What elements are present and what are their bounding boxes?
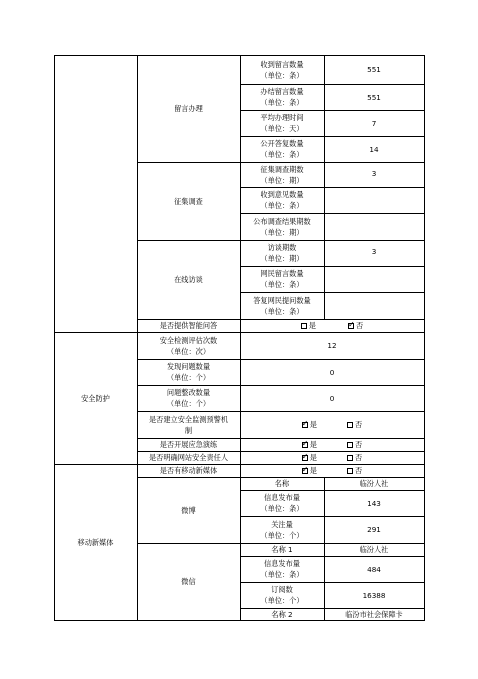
checkbox-checked-icon[interactable]	[302, 455, 308, 461]
group-label-security: 安全防护	[81, 393, 110, 403]
avg-time-label	[240, 110, 324, 136]
sec-monitor-yes-text: 是	[309, 420, 317, 429]
ft-answers-value	[324, 292, 424, 319]
zj-opinions-value	[324, 187, 424, 213]
sec-drill-options	[240, 438, 424, 451]
public-reply-label	[240, 136, 324, 162]
sec-fixed-unit: （单位：个）	[166, 399, 211, 408]
group-label-weixin: 微信	[181, 577, 196, 586]
weixin-subs-value: 16388	[362, 590, 386, 600]
sec-issues-label-text: 发现问题数量	[166, 362, 211, 371]
public-reply-value: 14	[369, 144, 379, 154]
weibo-posts-value: 143	[367, 498, 381, 508]
weibo-follows-value: 291	[367, 525, 381, 534]
zj-opinions-unit: （单位：条）	[260, 201, 304, 210]
concluded-unit: （单位：条）	[260, 98, 304, 107]
sec-resp-yes-text: 是	[309, 453, 317, 462]
sec-evals-value: 12	[327, 341, 337, 350]
ft-periods-value: 3	[371, 247, 377, 256]
public-reply-unit: （单位：条）	[260, 150, 304, 159]
smart-qa-options	[240, 319, 424, 332]
weibo-name-label: 名称	[274, 479, 290, 488]
avg-time-unit: （单位：天）	[260, 124, 304, 133]
smart-qa-no-text: 否	[356, 321, 364, 330]
group-label-fangtan: 在线访谈	[174, 275, 203, 284]
received-label	[240, 55, 324, 84]
ft-answers-label-text: 答复网民提问数量	[253, 295, 311, 305]
concluded-label	[240, 84, 324, 110]
zj-results-unit: （单位：期）	[260, 227, 304, 237]
checkbox-empty-icon[interactable]	[347, 468, 353, 474]
mobile-has-no[interactable]	[347, 465, 362, 476]
sec-fixed-label-text: 问题整改数量	[166, 388, 211, 397]
ft-questions-label	[240, 266, 324, 292]
sec-monitor-label-text2: 制	[184, 425, 193, 435]
checkbox-empty-icon[interactable]	[301, 323, 307, 329]
received-label-text: 收到留言数量	[260, 59, 304, 69]
zj-periods-value: 3	[371, 169, 377, 178]
mobile-has-yes[interactable]	[302, 465, 317, 476]
received-value: 551	[367, 65, 381, 74]
sec-fixed-label	[137, 385, 240, 411]
ft-periods-label-text: 访谈期数	[267, 243, 297, 252]
group-label-mobile: 移动新媒体	[77, 537, 114, 547]
sec-resp-no[interactable]	[347, 452, 362, 463]
sec-evals-label	[137, 332, 240, 359]
weibo-follows-unit: （单位：个）	[260, 530, 304, 540]
weixin-posts-value: 484	[367, 564, 381, 574]
sec-issues-label	[137, 359, 240, 385]
ft-questions-unit: （单位：条）	[260, 280, 304, 289]
smart-qa-yes[interactable]	[301, 320, 316, 331]
mobile-has-yes-text: 是	[309, 466, 317, 475]
sec-issues-value: 0	[329, 367, 335, 377]
ft-periods-unit: （单位：期）	[260, 254, 304, 263]
weixin-posts-unit: （单位：条）	[260, 570, 304, 579]
mobile-has-options	[240, 464, 424, 477]
sec-drill-yes-text: 是	[309, 440, 317, 449]
checkbox-empty-icon[interactable]	[347, 442, 353, 448]
ft-questions-value	[324, 266, 424, 292]
zj-results-value	[324, 213, 424, 240]
received-unit: （单位：条）	[260, 70, 304, 80]
smart-qa-no[interactable]	[348, 320, 363, 331]
weibo-posts-label	[240, 490, 324, 516]
weibo-name-value: 临汾人社	[359, 479, 389, 488]
public-reply-label-text: 公开答复数量	[260, 139, 304, 148]
zj-results-label-text: 公布调查结果期数	[253, 216, 311, 226]
group-label-weibo: 微博	[181, 505, 196, 515]
checkbox-checked-icon[interactable]	[302, 422, 308, 428]
sec-evals-label-text: 安全检测评估次数	[159, 335, 218, 345]
zj-periods-label	[240, 162, 324, 187]
weixin-subs-label-text: 订阅数	[271, 585, 293, 594]
weixin-posts-label	[240, 556, 324, 582]
checkbox-checked-icon[interactable]	[348, 323, 354, 329]
sec-evals-unit: （单位：次）	[166, 346, 211, 356]
sec-drill-no[interactable]	[347, 439, 362, 450]
sec-monitor-label	[137, 411, 240, 438]
weixin-subs-label	[240, 582, 324, 608]
weibo-follows-label-text: 关注量	[271, 519, 293, 529]
weibo-posts-unit: （单位：条）	[260, 504, 304, 513]
sec-drill-no-text: 否	[355, 440, 363, 449]
smart-qa-yes-text: 是	[308, 321, 316, 330]
sec-resp-options	[240, 451, 424, 464]
sec-drill-label: 是否开展应急演练	[159, 440, 218, 449]
weixin-subs-unit: （单位：个）	[260, 596, 304, 605]
zj-periods-label-text: 征集调查期数	[260, 164, 304, 174]
group-label-liuyan: 留言办理	[174, 104, 203, 113]
weixin-name1-value: 临汾人社	[359, 545, 389, 554]
sec-monitor-no-text: 否	[355, 420, 363, 429]
ft-periods-label	[240, 240, 324, 266]
sec-monitor-label-text: 是否建立安全监测预警机	[148, 414, 229, 424]
sec-resp-no-text: 否	[355, 453, 363, 462]
weixin-name2-label: 名称 2	[271, 609, 293, 619]
sec-monitor-yes[interactable]	[302, 419, 317, 430]
weibo-follows-label	[240, 516, 324, 543]
zj-periods-unit: （单位：期）	[260, 175, 304, 185]
mobile-has-label: 是否有移动新媒体	[159, 466, 218, 475]
avg-time-label-text: 平均办理时间	[260, 113, 304, 122]
ft-answers-label	[240, 292, 324, 319]
avg-time-value: 7	[371, 118, 377, 128]
ft-answers-unit: （单位：条）	[260, 306, 304, 316]
weibo-posts-label-text: 信息发布量	[264, 493, 300, 502]
sec-drill-yes[interactable]	[302, 439, 317, 450]
zj-opinions-label-text: 收到意见数量	[260, 190, 304, 199]
checkbox-empty-icon[interactable]	[347, 422, 353, 428]
smart-qa-label: 是否提供智能问答	[159, 321, 218, 330]
mobile-has-no-text: 否	[355, 466, 363, 475]
checkbox-empty-icon[interactable]	[347, 455, 353, 461]
sec-monitor-no[interactable]	[347, 419, 362, 430]
sec-issues-unit: （单位：个）	[166, 373, 211, 382]
concluded-value: 551	[367, 92, 381, 102]
ft-questions-label-text: 网民留言数量	[260, 269, 304, 278]
concluded-label-text: 办结留言数量	[260, 87, 304, 96]
sec-resp-label: 是否明确网站安全责任人	[148, 453, 229, 462]
weixin-name2-value: 临汾市社会保障卡	[345, 609, 403, 619]
zj-opinions-label	[240, 187, 324, 213]
sec-fixed-value: 0	[329, 393, 335, 403]
zj-results-label	[240, 213, 324, 240]
checkbox-checked-icon[interactable]	[302, 442, 308, 448]
checkbox-checked-icon[interactable]	[302, 468, 308, 474]
group-label-zhengji: 征集调查	[174, 196, 203, 206]
weixin-posts-label-text: 信息发布量	[264, 559, 300, 568]
sec-resp-yes[interactable]	[302, 452, 317, 463]
sec-monitor-options	[240, 411, 424, 438]
weixin-name1-label: 名称 1	[271, 545, 293, 554]
